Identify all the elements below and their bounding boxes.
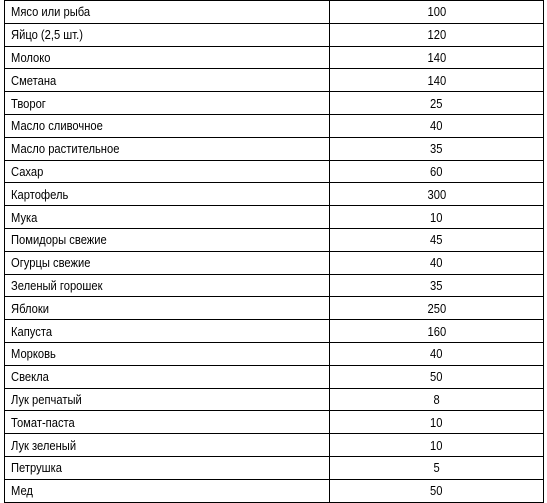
food-name-cell xyxy=(5,388,330,411)
food-name-cell xyxy=(5,297,330,320)
food-name-cell xyxy=(5,274,330,297)
food-name: Лук репчатый xyxy=(11,391,82,407)
food-name: Морковь xyxy=(11,346,56,362)
food-name-cell xyxy=(5,114,330,137)
table-row xyxy=(5,251,544,274)
food-name-cell xyxy=(5,137,330,160)
food-name: Мука xyxy=(11,209,38,225)
quantity-value: 50 xyxy=(430,369,443,385)
food-name: Яблоки xyxy=(11,300,49,316)
table-row xyxy=(5,137,544,160)
quantity-value: 140 xyxy=(427,72,446,88)
food-name: Сахар xyxy=(11,163,44,179)
table-row xyxy=(5,114,544,137)
quantity-cell xyxy=(330,69,544,92)
quantity-cell xyxy=(330,92,544,115)
food-name-cell xyxy=(5,160,330,183)
food-name: Сметана xyxy=(11,72,57,88)
table-row xyxy=(5,274,544,297)
quantity-value: 100 xyxy=(427,4,446,20)
food-name: Яйцо (2,5 шт.) xyxy=(11,27,83,43)
quantity-cell xyxy=(330,456,544,479)
quantity-value: 10 xyxy=(430,414,443,430)
food-name-cell xyxy=(5,365,330,388)
table-row xyxy=(5,365,544,388)
food-name: Капуста xyxy=(11,323,53,339)
food-name-cell xyxy=(5,434,330,457)
food-name: Масло растительное xyxy=(11,141,120,157)
quantity-cell xyxy=(330,114,544,137)
table-body xyxy=(5,1,544,503)
quantity-value: 40 xyxy=(430,255,443,271)
quantity-value: 300 xyxy=(427,186,446,202)
table-row xyxy=(5,228,544,251)
food-name-cell xyxy=(5,206,330,229)
quantity-cell xyxy=(330,206,544,229)
food-name: Творог xyxy=(11,95,46,111)
quantity-cell xyxy=(330,274,544,297)
table-row xyxy=(5,411,544,434)
table-row xyxy=(5,388,544,411)
quantity-cell xyxy=(330,46,544,69)
table-row xyxy=(5,456,544,479)
food-name: Огурцы свежие xyxy=(11,255,91,271)
food-name-cell xyxy=(5,69,330,92)
table-row xyxy=(5,342,544,365)
quantity-cell xyxy=(330,183,544,206)
food-name: Масло сливочное xyxy=(11,118,103,134)
food-name: Петрушка xyxy=(11,460,63,476)
food-name-cell xyxy=(5,228,330,251)
food-name: Зеленый горошек xyxy=(11,277,103,293)
food-name: Мед xyxy=(11,483,33,499)
quantity-value: 40 xyxy=(430,118,443,134)
table-row xyxy=(5,297,544,320)
quantity-value: 8 xyxy=(433,391,440,407)
food-name: Лук зеленый xyxy=(11,437,77,453)
quantity-value: 45 xyxy=(430,232,443,248)
food-name-cell xyxy=(5,23,330,46)
food-name-cell xyxy=(5,1,330,24)
quantity-value: 40 xyxy=(430,346,443,362)
quantity-cell xyxy=(330,434,544,457)
food-name-cell xyxy=(5,251,330,274)
food-name: Томат-паста xyxy=(11,414,75,430)
food-name: Мясо или рыба xyxy=(11,4,91,20)
quantity-value: 10 xyxy=(430,209,443,225)
quantity-cell xyxy=(330,411,544,434)
food-name: Помидоры свежие xyxy=(11,232,107,248)
food-name: Картофель xyxy=(11,186,69,202)
quantity-cell xyxy=(330,320,544,343)
quantity-cell xyxy=(330,160,544,183)
quantity-cell xyxy=(330,1,544,24)
table-row xyxy=(5,183,544,206)
table-row xyxy=(5,92,544,115)
table-row xyxy=(5,320,544,343)
table-row xyxy=(5,1,544,24)
table-row xyxy=(5,434,544,457)
food-name-cell xyxy=(5,46,330,69)
food-name-cell xyxy=(5,342,330,365)
food-name: Свекла xyxy=(11,369,49,385)
table-row xyxy=(5,206,544,229)
food-name-cell xyxy=(5,479,330,502)
quantity-cell xyxy=(330,228,544,251)
table-row xyxy=(5,69,544,92)
quantity-cell xyxy=(330,297,544,320)
table-row xyxy=(5,160,544,183)
quantity-value: 60 xyxy=(430,163,443,179)
quantity-cell xyxy=(330,23,544,46)
table-row xyxy=(5,479,544,502)
food-name-cell xyxy=(5,320,330,343)
food-name-cell xyxy=(5,411,330,434)
quantity-value: 120 xyxy=(427,27,446,43)
quantity-value: 35 xyxy=(430,141,443,157)
quantity-cell xyxy=(330,251,544,274)
food-name-cell xyxy=(5,183,330,206)
quantity-cell xyxy=(330,479,544,502)
quantity-value: 5 xyxy=(433,460,440,476)
quantity-cell xyxy=(330,342,544,365)
quantity-cell xyxy=(330,388,544,411)
quantity-value: 250 xyxy=(427,300,446,316)
table-row xyxy=(5,46,544,69)
food-name-cell xyxy=(5,456,330,479)
quantity-cell xyxy=(330,365,544,388)
table-row xyxy=(5,23,544,46)
quantity-value: 35 xyxy=(430,277,443,293)
quantity-cell xyxy=(330,137,544,160)
quantity-value: 50 xyxy=(430,483,443,499)
quantity-value: 160 xyxy=(427,323,446,339)
food-name-cell xyxy=(5,92,330,115)
food-name: Молоко xyxy=(11,49,51,65)
quantity-value: 25 xyxy=(430,95,443,111)
food-quantity-table xyxy=(4,0,544,503)
quantity-value: 140 xyxy=(427,49,446,65)
quantity-value: 10 xyxy=(430,437,443,453)
